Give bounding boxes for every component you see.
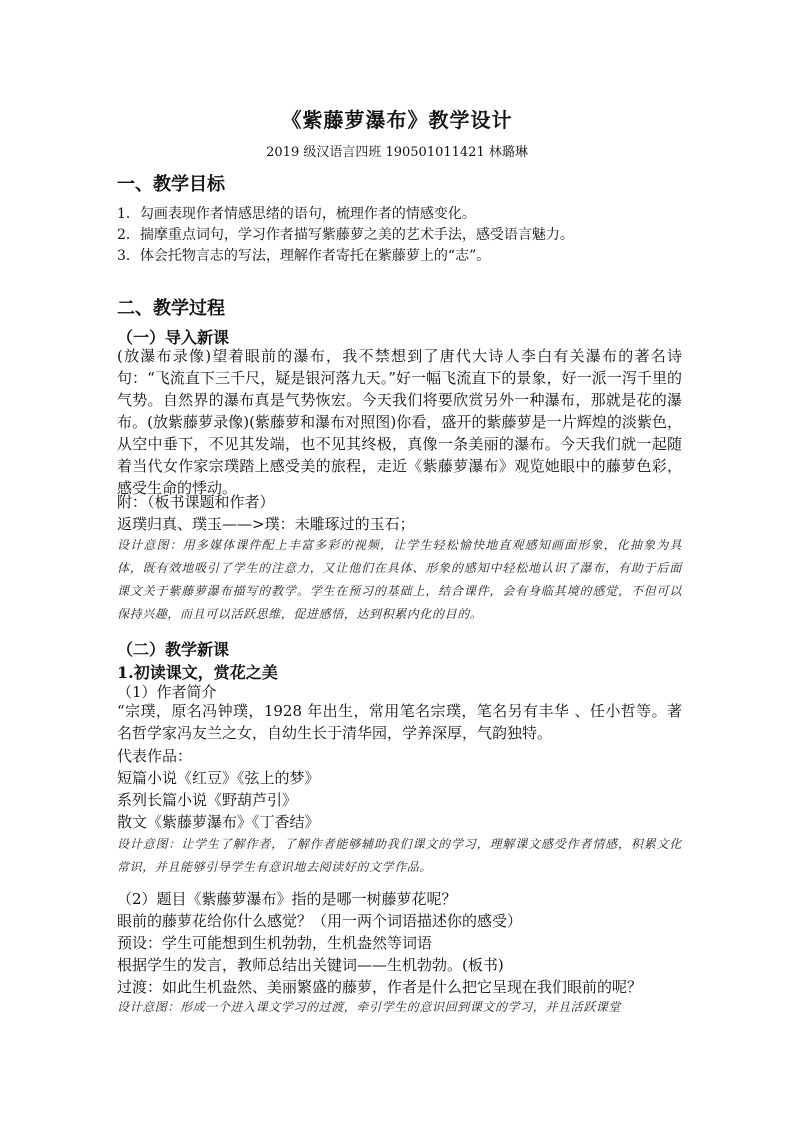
board-note: 附：（板书课题和作者） <box>117 493 275 511</box>
author-line: 2019 级汉语言四班 190501011421 林璐琳 <box>266 145 528 160</box>
vocab-note: 返璞归真、璞玉——>璞：未雕琢过的玉石； <box>117 515 415 533</box>
subsection-heading-intro: （一）导入新课 <box>117 328 230 347</box>
section-heading-goals: 一、教学目标 <box>117 174 225 195</box>
works-label: 代表作品： <box>117 747 193 765</box>
work-item: 散文《紫藤萝瀑布》《丁香结》 <box>117 813 320 831</box>
work-item: 短篇小说《红豆》《弦上的梦》 <box>117 769 320 787</box>
transition-line: 过渡：如此生机盎然、美丽繁盛的藤萝，作者是什么把它呈现在我们眼前的呢？ <box>117 978 643 996</box>
work-item: 系列长篇小说《野葫芦引》 <box>117 791 298 809</box>
document-title: 《紫藤萝瀑布》教学设计 <box>281 108 513 132</box>
summary-line: 根据学生的发言，教师总结出关键词——生机勃勃。(板书) <box>117 956 504 974</box>
step-item: （1）作者简介 <box>117 683 217 701</box>
goal-item: 2．揣摩重点词句，学习作者描写紫藤萝之美的艺术手法，感受语言魅力。 <box>117 227 574 243</box>
question-line: 眼前的藤萝花给你什么感觉？（用一两个词语描述你的感受） <box>117 912 523 930</box>
preset-line: 预设：学生可能想到生机勃勃，生机盎然等词语 <box>117 934 433 952</box>
step-heading: 1.初读课文，赏花之美 <box>117 663 278 682</box>
design-intent-note: 设计意图：形成一个进入课文学习的过渡，牵引学生的意识回到课文的学习，并且活跃课堂 <box>117 1000 622 1014</box>
author-bio: “宗璞，原名冯钟璞，1928 年出生，常用笔名宗璞，笔名另有丰华 、任小哲等。著名哲学家冯友兰之女，自幼生长于清华园，学养深厚，气韵独特。 <box>117 702 682 742</box>
section-heading-process: 二、教学过程 <box>117 298 225 319</box>
design-intent-note: 设计意图：用多媒体课件配上丰富多彩的视频，让学生轻松愉快地直观感知画面形象，化抽象为具体，既有效地吸引了学生的注意力，又让他们在具体、形象的感知中轻松地认识了瀑布，有助于后面课文关于紫藤萝瀑布描写的教学。学生在预习的基础上，结合课件，会有身临其境的感觉，不但可以保持兴趣，而且可以活跃思维，促进感悟，达到积累内化的目的。 <box>117 538 682 621</box>
design-intent-note: 设计意图：让学生了解作者，了解作者能够辅助我们课文的学习，理解课文感受作者情感，积累文化常识，并且能够引导学生有意识地去阅读好的文学作品。 <box>117 837 682 874</box>
goal-item: 3．体会托物言志的写法，理解作者寄托在紫藤萝上的“志”。 <box>117 248 491 264</box>
intro-paragraph: (放瀑布录像)望着眼前的瀑布，我不禁想到了唐代大诗人李白有关瀑布的著名诗句：“飞流直下三千尺，疑是银河落九天。”好一幅飞流直下的景象，好一派一泻千里的气势。自然界的瀑布真是气势恢宏。今天我们将要欣赏另外一种瀑布，那就是花的瀑布。(放紫藤萝录像)(紫藤萝和瀑布对照图)你看，盛开的紫藤萝是一片辉煌的淡紫色，从空中垂下，不见其发端，也不见其终极，真像一条美丽的瀑布。今天我们就一起随着当代女作家宗璞踏上感受美的旅程，走近《紫藤萝瀑布》观览她眼中的藤萝色彩，感受生命的悸动。 <box>117 347 682 497</box>
step-item: （2）题目《紫藤萝瀑布》指的是哪一树藤萝花呢？ <box>117 890 457 908</box>
subsection-heading-new-lesson: （二）教学新课 <box>117 640 230 659</box>
goal-item: 1．勾画表现作者情感思绪的语句，梳理作者的情感变化。 <box>117 206 476 222</box>
